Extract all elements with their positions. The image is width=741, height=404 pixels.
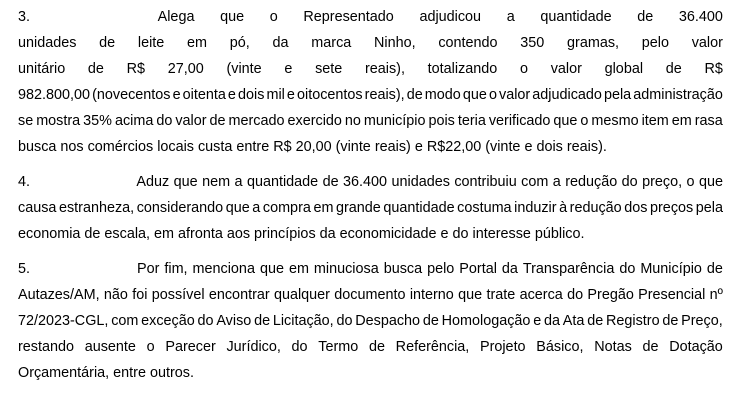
word: minuciosa — [313, 261, 379, 277]
word: o — [269, 9, 278, 25]
word: pela — [695, 200, 723, 216]
word: busca — [383, 261, 423, 277]
word: valor — [550, 61, 582, 77]
word: de — [665, 61, 682, 77]
word: valor — [499, 87, 531, 103]
word: o — [580, 113, 589, 129]
word: possível — [151, 287, 205, 303]
word: Autazes/AM, — [18, 287, 100, 303]
word: redução — [565, 174, 618, 190]
word: locais — [157, 139, 194, 155]
word: adjudicado — [532, 87, 602, 103]
word: 35% — [83, 113, 112, 129]
word: que — [220, 9, 245, 25]
word: marca — [311, 35, 352, 51]
paragraph-number: 4. — [18, 174, 31, 190]
word: do — [156, 113, 173, 129]
word: Despacho — [355, 313, 421, 329]
word: teria — [457, 113, 486, 129]
word: reais), — [364, 87, 405, 103]
word: Homologação — [441, 313, 531, 329]
word: da — [544, 313, 561, 329]
word: mesmo — [591, 113, 639, 129]
word: encontrar — [208, 287, 270, 303]
word: exercido — [287, 113, 342, 129]
word: em — [313, 200, 334, 216]
word: 36.400 — [678, 9, 723, 25]
word: ausente — [84, 339, 136, 355]
word: que — [698, 174, 723, 190]
word: que — [259, 261, 284, 277]
word: quantidade — [540, 9, 612, 25]
word: o — [146, 339, 155, 355]
word: do — [197, 313, 214, 329]
word: 72/2023-CGL, — [18, 313, 109, 329]
word: entre — [113, 365, 146, 381]
word: município — [363, 113, 426, 129]
word: economicidade — [339, 226, 437, 242]
word: do — [621, 174, 638, 190]
word: com — [111, 313, 139, 329]
word: em — [187, 35, 208, 51]
word: Básico, — [536, 339, 584, 355]
word: do — [336, 313, 353, 329]
word: de — [706, 261, 723, 277]
word: Por — [136, 261, 160, 277]
word: de — [642, 339, 659, 355]
word: o — [686, 174, 695, 190]
word: estranheza, — [58, 200, 135, 216]
word: Aduz — [136, 174, 170, 190]
word: afronta — [178, 226, 223, 242]
word: e — [286, 87, 295, 103]
word: R$ — [704, 61, 723, 77]
word: global — [604, 61, 644, 77]
word: restando — [18, 339, 75, 355]
word: Portal — [459, 261, 497, 277]
word: (vinte — [485, 139, 521, 155]
word: e — [414, 139, 423, 155]
word: Aviso — [216, 313, 252, 329]
word: modo — [424, 87, 461, 103]
word: a — [552, 174, 561, 190]
word: acima — [114, 113, 154, 129]
word: economia — [18, 226, 81, 242]
word: costuma — [457, 200, 512, 216]
text-line — [18, 108, 723, 134]
word: dois — [238, 87, 265, 103]
word: pelo — [427, 261, 455, 277]
word: 36.400 — [343, 174, 388, 190]
word: Licitação, — [272, 313, 334, 329]
word: mostra — [36, 113, 81, 129]
word: no — [344, 113, 361, 129]
word: R$ — [273, 139, 292, 155]
word: Município — [640, 261, 702, 277]
word: trate — [486, 287, 516, 303]
word: que — [225, 200, 250, 216]
word: Dotação — [669, 339, 723, 355]
word: (novecentos — [92, 87, 171, 103]
word: e — [172, 87, 181, 103]
word: leite — [137, 35, 165, 51]
word: R$ — [126, 61, 146, 77]
text-line — [18, 30, 723, 56]
word: e — [284, 61, 293, 77]
word: pó, — [229, 35, 250, 51]
word: valor — [175, 113, 207, 129]
word: mil — [266, 87, 285, 103]
word: de — [587, 313, 604, 329]
word: causa — [18, 200, 57, 216]
word: escala, — [104, 226, 151, 242]
word: contendo — [438, 35, 498, 51]
word: o — [488, 87, 497, 103]
word: que — [458, 287, 483, 303]
word: da — [319, 226, 336, 242]
word: Ninho, — [374, 35, 416, 51]
word: Notas — [594, 339, 632, 355]
word: acerca — [519, 287, 563, 303]
word: do — [619, 261, 636, 277]
word: rasa — [694, 113, 723, 129]
word: busca — [18, 139, 57, 155]
text-line — [18, 221, 723, 247]
word: não — [103, 287, 128, 303]
word: Referência, — [395, 339, 470, 355]
word: de — [637, 9, 654, 25]
paragraph-number: 3. — [18, 9, 31, 25]
word: o — [519, 61, 528, 77]
text-line — [18, 56, 723, 82]
paragraph — [18, 256, 723, 386]
word: de — [99, 35, 116, 51]
word: oitenta — [182, 87, 226, 103]
word: do — [291, 339, 308, 355]
word: à — [559, 200, 568, 216]
word: exceção — [141, 313, 195, 329]
word: pela — [603, 87, 632, 103]
word: Preço, — [681, 313, 723, 329]
word: que — [173, 174, 198, 190]
document-body — [18, 4, 723, 395]
word: Presencial — [638, 287, 706, 303]
word: da — [501, 261, 518, 277]
word: sete — [315, 61, 343, 77]
word: Alega — [157, 9, 195, 25]
word: em — [671, 113, 692, 129]
word: pelo — [641, 35, 669, 51]
word: do — [452, 226, 469, 242]
word: dos — [624, 200, 648, 216]
word: foi — [132, 287, 148, 303]
word: Projeto — [479, 339, 526, 355]
text-line — [18, 256, 723, 282]
word: redução — [569, 200, 622, 216]
text-line — [18, 4, 723, 30]
word: dois — [536, 139, 563, 155]
text-line — [18, 195, 723, 221]
word: 350 — [520, 35, 545, 51]
paragraph — [18, 4, 723, 160]
word: verificado — [488, 113, 551, 129]
word: 27,00 — [167, 61, 204, 77]
text-line — [18, 282, 723, 308]
word: compra — [262, 200, 311, 216]
word: custa — [197, 139, 233, 155]
word: qualquer — [273, 287, 330, 303]
word: de — [422, 313, 439, 329]
word: e — [227, 87, 236, 103]
word: aos — [226, 226, 251, 242]
word: 20,00 — [295, 139, 332, 155]
word: grande — [336, 200, 381, 216]
word: (vinte — [335, 139, 371, 155]
word: nem — [202, 174, 231, 190]
word: e — [533, 313, 542, 329]
word: Pregão — [587, 287, 634, 303]
text-line — [18, 134, 723, 160]
word: administração — [633, 87, 723, 103]
word: interesse — [472, 226, 531, 242]
word: e — [440, 226, 449, 242]
word: item — [641, 113, 669, 129]
word: de — [662, 313, 679, 329]
word: documento — [334, 287, 406, 303]
word: interno — [409, 287, 454, 303]
word: que — [462, 87, 487, 103]
word: reais). — [566, 139, 607, 155]
paragraph-number: 5. — [18, 261, 31, 277]
word: pois — [428, 113, 455, 129]
word: contribuiu — [454, 174, 517, 190]
word: preços — [650, 200, 694, 216]
text-line — [18, 82, 723, 108]
word: se — [18, 113, 34, 129]
word: unidades — [391, 174, 450, 190]
word: de — [87, 61, 104, 77]
word: considerando — [136, 200, 224, 216]
word: nº — [709, 287, 723, 303]
word: gramas, — [567, 35, 620, 51]
word: em — [154, 226, 175, 242]
word: Ata — [562, 313, 585, 329]
word: princípios — [254, 226, 316, 242]
word: reais), — [364, 61, 405, 77]
word: Transparência — [522, 261, 615, 277]
word: de — [84, 226, 101, 242]
text-line — [18, 360, 723, 386]
word: Representado — [303, 9, 394, 25]
word: reais) — [374, 139, 411, 155]
word: Parecer — [165, 339, 216, 355]
word: menciona — [192, 261, 255, 277]
word: entre — [236, 139, 270, 155]
word: comércios — [87, 139, 154, 155]
word: adjudicou — [419, 9, 482, 25]
word: mercado — [228, 113, 285, 129]
word: totalizando — [427, 61, 498, 77]
text-line — [18, 334, 723, 360]
word: unidades — [18, 35, 77, 51]
word: Termo — [318, 339, 359, 355]
word: Orçamentária, — [18, 365, 110, 381]
word: quantidade — [383, 200, 455, 216]
word: da — [272, 35, 289, 51]
word: 982.800,00 — [18, 87, 91, 103]
word: de — [368, 339, 385, 355]
word: de — [406, 87, 423, 103]
word: em — [288, 261, 309, 277]
word: a — [506, 9, 515, 25]
word: preço, — [642, 174, 683, 190]
word: unitário — [18, 61, 66, 77]
word: induzir — [514, 200, 557, 216]
word: (vinte — [226, 61, 262, 77]
word: a — [252, 200, 261, 216]
word: de — [254, 313, 271, 329]
word: nos — [60, 139, 84, 155]
word: com — [521, 174, 549, 190]
word: fim, — [164, 261, 188, 277]
word: de — [209, 113, 226, 129]
word: e — [524, 139, 533, 155]
word: a — [234, 174, 243, 190]
text-line — [18, 169, 723, 195]
word: de — [322, 174, 339, 190]
word: que — [553, 113, 578, 129]
word: Registro — [605, 313, 660, 329]
text-line — [18, 308, 723, 334]
word: do — [567, 287, 584, 303]
word: quantidade — [246, 174, 319, 190]
word: público. — [534, 226, 585, 242]
word: valor — [691, 35, 723, 51]
word: Jurídico, — [226, 339, 281, 355]
word: oitocentos — [297, 87, 363, 103]
paragraph — [18, 169, 723, 247]
word: outros. — [149, 365, 194, 381]
word: R$22,00 — [426, 139, 482, 155]
